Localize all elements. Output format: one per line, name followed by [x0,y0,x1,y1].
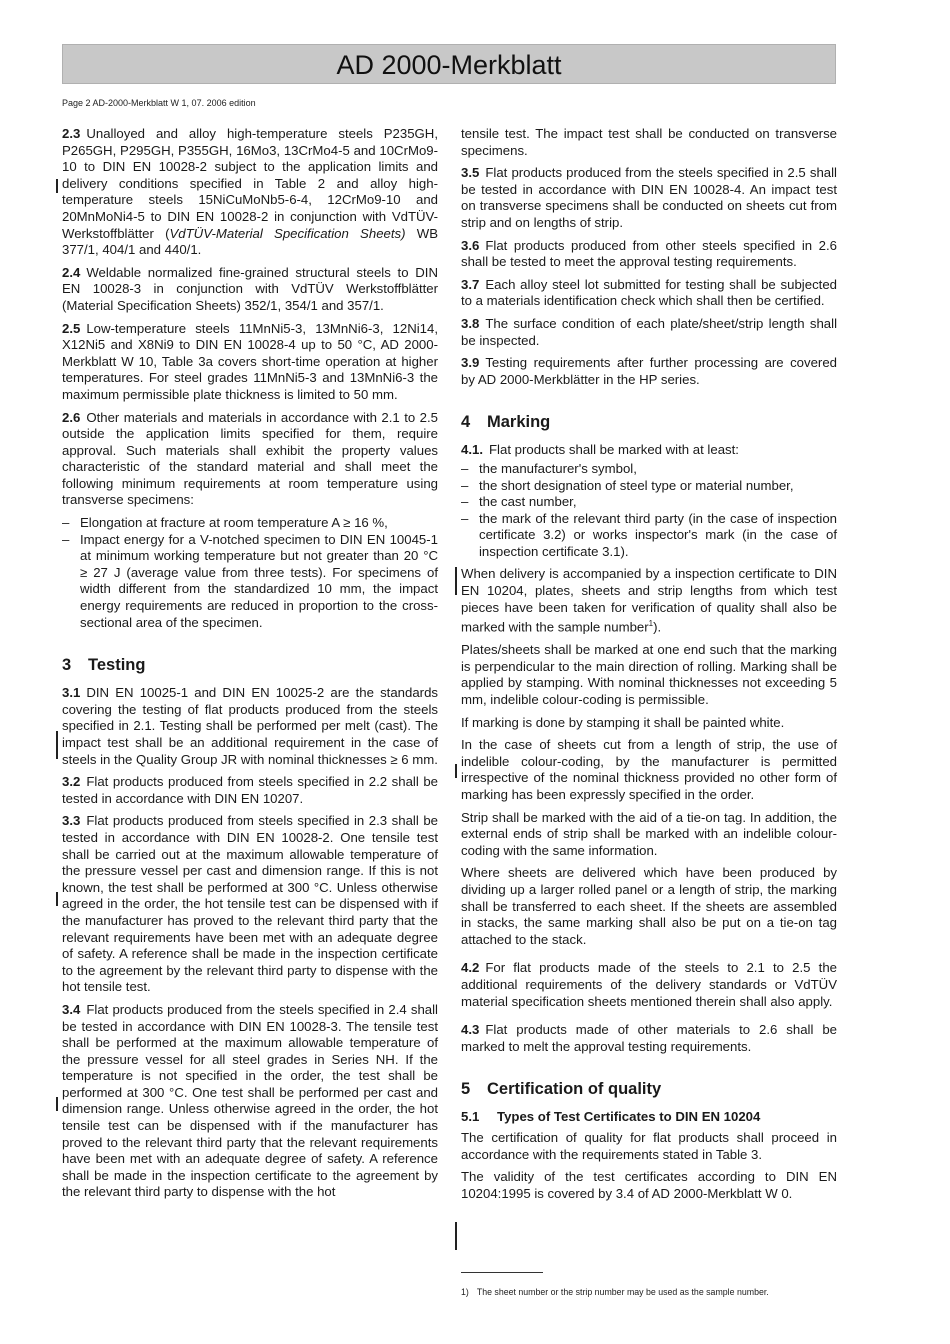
paragraph-3-5: 3.5 Flat products produced from the steels specified in 2.5 shall be tested in accordance with DIN EN 10028-4. An impact test on transverse specimens shall be conducted on sheets cut from strip and on lengths of strip. [461,165,837,230]
paragraph-3-8: 3.8 The surface condition of each plate/sheet/strip length shall be inspected. [461,315,837,348]
marking-list [461,461,837,561]
paragraph-2-6: 2.6 Other materials and materials in accordance with 2.1 to 2.5 outside the application limits specified for them, require approval. Such materials shall exhibit the property values characteristic of the standard material and shall meet the following minimum requirements at room temperature using transverse specimens: [62,409,438,508]
paragraph-delivery: When delivery is accompanied by a inspection certificate to DIN EN 10204, plates, sheets and strip lengths from which test pieces have been taken for verification of quality shall also be marked with the sample number$^1$). [461,566,837,635]
paragraph-stamping: If marking is done by stamping it shall be painted white. [461,714,785,730]
paragraph-3-3: 3.3 Flat products produced from steels specified in 2.3 shall be tested in accordance with DIN EN 10028-2. One tensile test shall be carried out at the maximum allowable temperature of the pressure vessel per cast and dimension range. If this is not known, the test shall be performed at 300 °C. Unless otherwise agreed in the order, the hot tensile test can be dispensed with if the manufacturer has proved to the relevant third party that the relevant requirements have been met with an adequate degree of safety. A reference shall be made in the inspection certificate to the agreement by the relevant third party to dispense with the hot tensile test. [62,813,438,995]
paragraph-strip: Strip shall be marked with the aid of a tie-on tag. In addition, the external ends of strip shall be marked with an indelible colour-coding with the same information. [461,809,837,858]
list-item: – Elongation at fracture at room temperature A ≥ 16 %, [62,515,438,532]
paragraph-3-1: 3.1 DIN EN 10025-1 and DIN EN 10025-2 are the standards covering the testing of flat products produced from the steels specified in 2.1. Testing shall be performed per melt (cast). The impact test shall be an additional requirement in the case of steels in the Quality Group JR with nominal thicknesses ≥ 6 mm. [62,685,438,767]
list-item: – the cast number, [461,494,837,511]
paragraph-4-3: 4.3 Flat products made of other materials to 2.6 shall be marked to melt the approval testing requirements. [461,1022,837,1054]
change-bar [455,764,457,778]
section-heading-testing: 3 Testing [62,656,146,675]
list-item: – the manufacturer's symbol, [461,461,837,478]
list-item: – the short designation of steel type or material number, [461,478,837,495]
paragraph-3-4: 3.4 Flat products produced from the steels specified in 2.4 shall be tested in accordance with DIN EN 10028-3. The tensile test shall be performed at the maximum allowable temperature of the pressure vessel for all steel grades in Series NH. If the temperature is not specified in the order, the test shall be performed at 300 °C. One test shall be performed per cast and dimension range. Unless otherwise agreed in the order, the hot tensile test can be dispensed with if the manufacturer has proved to the relevant third party that the relevant requirements have been met with an adequate degree of safety. A reference shall be made in the inspection certificate to the agreement by the relevant third party to dispense with the hot [62,1001,438,1200]
change-bar [455,1222,457,1250]
section-heading-marking: 4 Marking [461,413,551,432]
section-heading-certification: 5 Certification of quality [461,1080,662,1099]
change-bar [56,179,58,193]
footnote: 1) The sheet number or the strip number may be used as the sample number. [461,1287,769,1297]
paragraph-5-1a: The certification of quality for flat products shall proceed in accordance with the requirements stated in Table 3. [461,1130,837,1162]
header-title: AD 2000-Merkblatt [62,44,836,84]
page-reference: Page 2 AD-2000-Merkblatt W 1, 07. 2006 edition [62,98,256,108]
footnote-divider [461,1272,543,1273]
change-bar [56,892,58,906]
paragraph-3-4-continued: tensile test. The impact test shall be conducted on transverse specimens. [461,126,837,158]
paragraph-3-2: 3.2 Flat products produced from steels specified in 2.2 shall be tested in accordance with DIN EN 10207. [62,774,438,806]
paragraph-2-3: 2.3 Unalloyed and alloy high-temperature steels P235GH, P265GH, P295GH, P355GH, 16Mo3, 13CrMo4-5 and 10CrMo9-10 to DIN EN 10028-2 subject to the application limits and delivery conditions specified in Table 2 and alloy high-temperature steels 15NiCuMoNb5-6-4, 12CrMo9-10 and 20MnMoNi4-5 to DIN EN 10028-2 in conjunction with VdTÜV-Werkstoffblätter (VdTÜV-Material Specification Sheets) WB 377/1, 404/1 and 440/1. [62,126,438,258]
paragraph-sheets: In the case of sheets cut from a length of strip, the use of indelible colour-coding, by the manufacturer is permitted irrespective of the nominal thickness provided no other form of marking has been expressly specified in the order. [461,737,837,802]
paragraph-plates: Plates/sheets shall be marked at one end such that the marking is perpendicular to the main direction of rolling. Marking shall be applied by stamping. With nominal thicknesses not exceeding 5 mm, indelible colour-coding is permissible. [461,642,837,708]
paragraph-5-1b: The validity of the test certificates according to DIN EN 10204:1995 is covered by 3.4 of AD 2000-Merkblatt W 0. [461,1169,837,1202]
paragraph-4-2: 4.2 For flat products made of the steels to 2.1 to 2.5 the additional requirements of the delivery standards or VdTÜV material specification sheets mentioned therein shall also apply. [461,960,837,1009]
paragraph-4-1: 4.1. Flat products shall be marked with at least: [461,442,739,458]
paragraph-3-7: 3.7 Each alloy steel lot submitted for testing shall be subjected to a materials identification check which shall then be certified. [461,276,837,309]
change-bar [455,567,457,595]
requirements-list [62,515,438,631]
subsection-heading-5-1: 5.1 Types of Test Certificates to DIN EN 10204 [461,1109,761,1125]
paragraph-2-4: 2.4 Weldable normalized fine-grained structural steels to DIN EN 10028-3 in conjunction with VdTÜV Werkstoffblätter (Material Specification Sheets) 352/1, 354/1 and 357/1. [62,264,438,313]
list-item: – Impact energy for a V-notched specimen to DIN EN 10045-1 at minimum working temperature but not greater than 20 °C ≥ 27 J (average value from three tests). For specimens of width different from the standardized 10 mm, the impact energy requirements are reduced in proportion to the cross-sectional area of the specimen. [62,532,438,632]
change-bar [56,1097,58,1111]
paragraph-where: Where sheets are delivered which have been produced by dividing up a larger rolled panel or a length of strip, the marking shall be transferred to each sheet. If the sheets are assembled in stacks, the same marking shall also be put on a tie-on tag attached to the stack. [461,865,837,947]
list-item: – the mark of the relevant third party (in the case of inspection certificate 3.2) or works inspector's mark (in the case of inspection certificate 3.1). [461,511,837,561]
left-column [62,126,438,1207]
paragraph-2-5: 2.5 Low-temperature steels 11MnNi5-3, 13MnNi6-3, 12Ni14, X12Ni5 and X8Ni9 to DIN EN 10028-4 up to 50 °C, AD 2000-Merkblatt W 10, Table 3a covers short-time operation at higher temperatures. For steel grades 11MnNi5-3 and 13MnNi6-3 the maximum permissible plate thickness is limited to 50 mm. [62,320,438,402]
change-bar [56,731,58,759]
paragraph-3-6: 3.6 Flat products produced from other steels specified in 2.6 shall be tested to meet the approval testing requirements. [461,237,837,270]
paragraph-3-9: 3.9 Testing requirements after further processing are covered by AD 2000-Merkblätter in the HP series. [461,355,837,387]
right-column [461,126,837,1209]
